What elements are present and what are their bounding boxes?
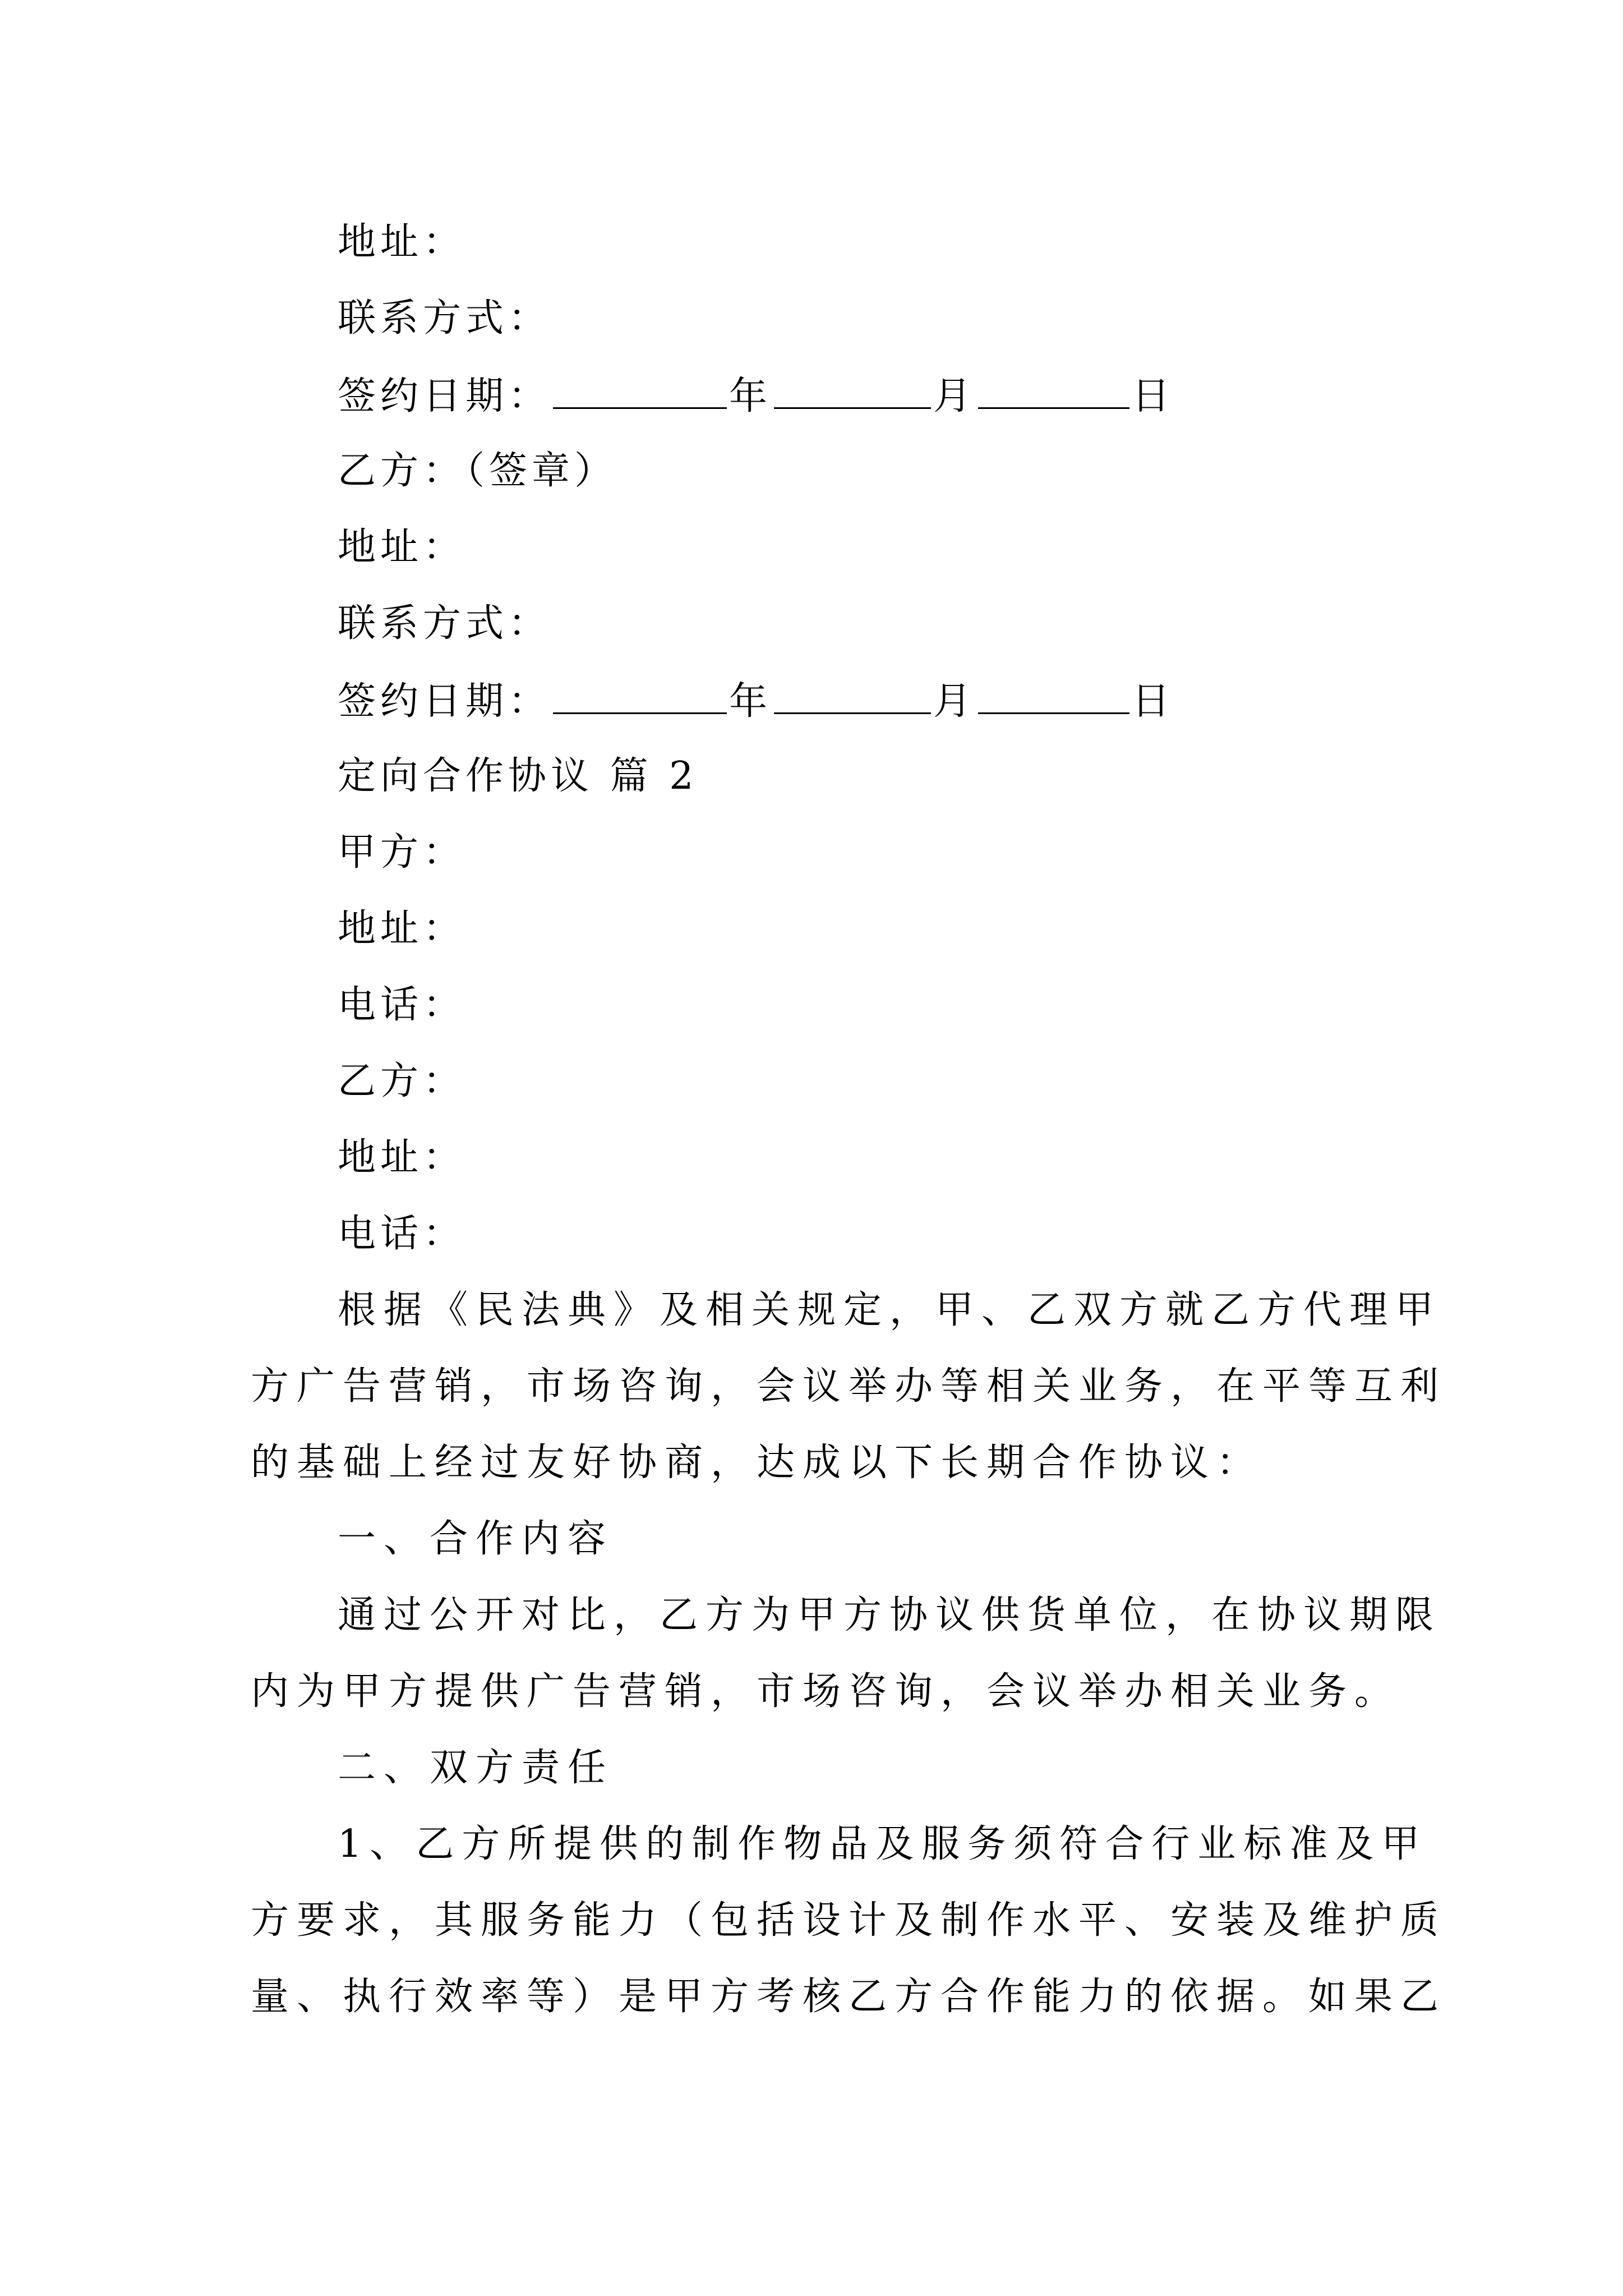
paragraph-line: 量、执行效率等）是甲方考核乙方合作能力的依据。如果乙	[251, 1975, 1447, 2019]
party-a-contact: 联系方式：	[338, 296, 551, 341]
month-label: 月	[933, 374, 976, 418]
sign-date-label: 签约日期：	[338, 374, 551, 418]
year-blank	[553, 372, 727, 409]
month-label: 月	[933, 679, 976, 724]
party-b-contact: 联系方式：	[338, 601, 551, 646]
party-b-seal: 乙方：（签章）	[338, 449, 617, 493]
paragraph-line: 1、乙方所提供的制作物品及服务须符合行业标准及甲	[338, 1822, 1428, 1866]
party-a-address: 地址：	[338, 907, 466, 951]
day-label: 日	[1132, 374, 1175, 418]
paragraph-line: 的基础上经过友好协商，达成以下长期合作协议：	[251, 1441, 1263, 1485]
party-b-address: 地址：	[338, 1135, 466, 1180]
paragraph-line: 通过公开对比，乙方为甲方协议供货单位，在协议期限	[338, 1593, 1442, 1637]
year-label: 年	[729, 679, 772, 724]
section-heading: 一、合作内容	[338, 1517, 614, 1561]
month-blank	[774, 372, 931, 409]
month-blank	[774, 678, 931, 714]
section-heading: 二、双方责任	[338, 1746, 614, 1790]
party-b-phone: 电话：	[338, 1212, 466, 1256]
party-b-address: 地址：	[338, 525, 466, 569]
party-b: 乙方：	[338, 1059, 466, 1103]
day-blank	[978, 372, 1129, 409]
paragraph-line: 内为甲方提供广告营销，市场咨询，会议举办相关业务。	[251, 1669, 1401, 1714]
paragraph-line: 根据《民法典》及相关规定，甲、乙双方就乙方代理甲	[338, 1288, 1442, 1332]
party-a-phone: 电话：	[338, 983, 466, 1027]
year-blank	[553, 678, 727, 714]
party-a-sign-date	[338, 372, 1174, 419]
day-label: 日	[1132, 679, 1175, 724]
party-a: 甲方：	[338, 830, 466, 875]
paragraph-line: 方广告营销，市场咨询，会议举办等相关业务，在平等互利	[251, 1364, 1447, 1409]
day-blank	[978, 678, 1129, 714]
party-a-address: 地址：	[338, 220, 466, 264]
paragraph-line: 方要求，其服务能力（包括设计及制作水平、安装及维护质	[251, 1898, 1447, 1943]
year-label: 年	[729, 374, 772, 418]
sign-date-label: 签约日期：	[338, 679, 551, 724]
party-b-sign-date	[338, 678, 1174, 724]
section-title: 定向合作协议 篇 2	[338, 754, 698, 798]
